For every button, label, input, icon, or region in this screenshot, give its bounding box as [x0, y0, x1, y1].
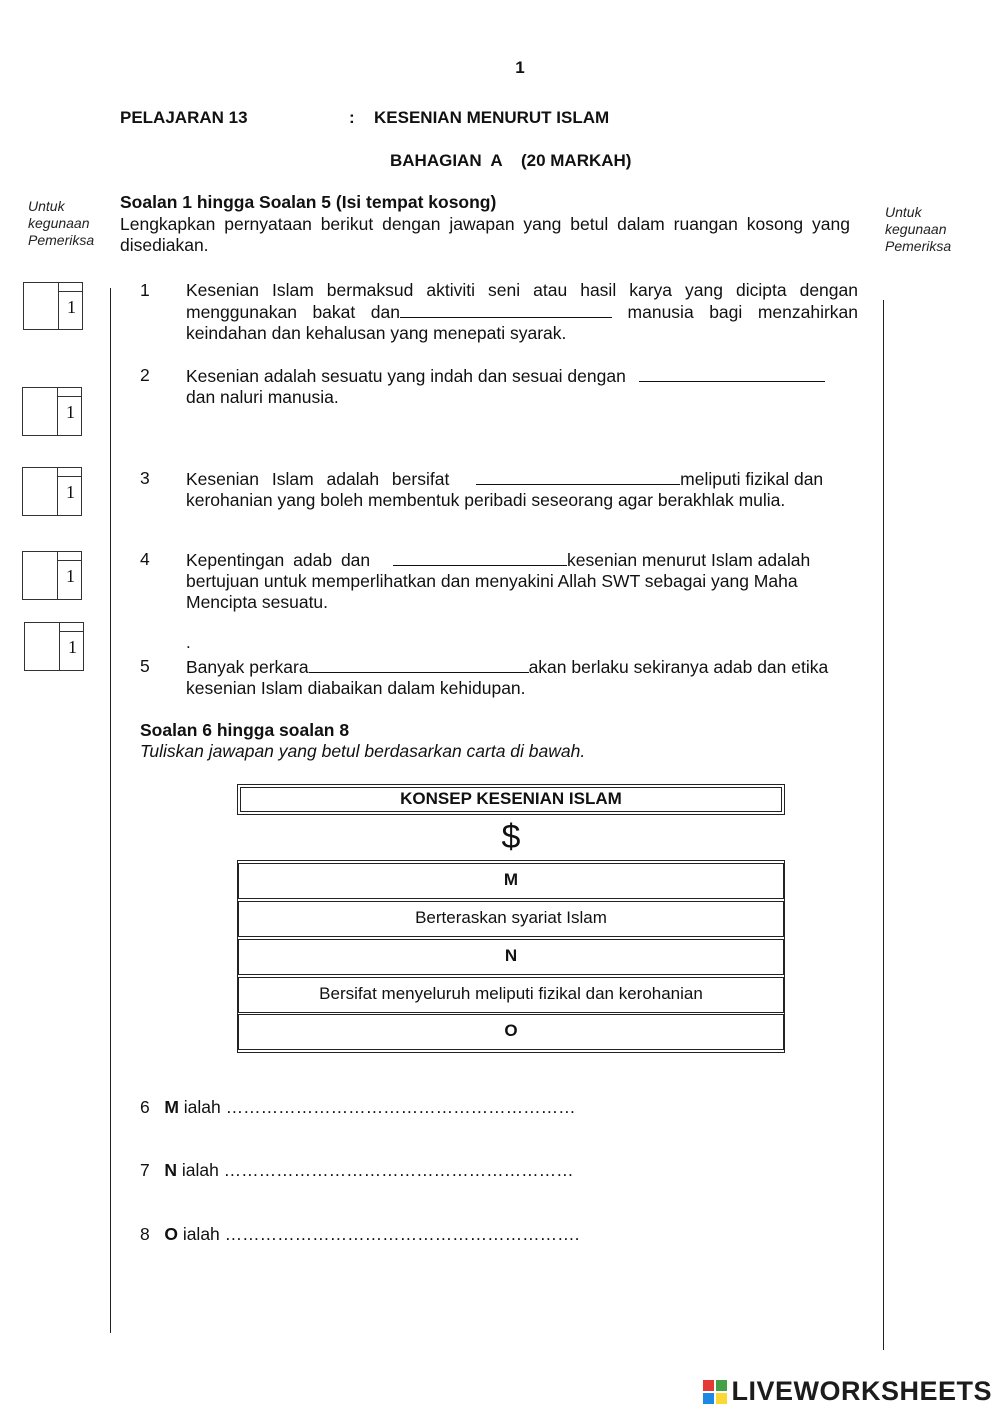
answer-8: [140, 1224, 580, 1245]
mark-value: 1: [68, 637, 77, 657]
examiner-label-line: Pemeriksa: [28, 232, 95, 248]
chart-connector: $: [501, 818, 521, 856]
header-colon: :: [349, 108, 355, 127]
question-1: [0, 280, 1000, 350]
answer-label: ialah: [177, 1224, 225, 1244]
part1-instruction: Lengkapkan pernyataan berikut dengan jawapan yang betul dalam ruangan kosong yang disediakan.: [120, 214, 850, 255]
mark-value: 1: [66, 566, 75, 586]
answer-blank[interactable]: [393, 549, 567, 566]
question-text-after: meliputi fizikal dan kerohanian yang boleh membentuk peribadi seseorang agar berakhlak mulia.: [186, 469, 824, 510]
examiner-label-line: Untuk: [885, 204, 922, 220]
question-text-after: akan berlaku sekiranya adab dan etika kesenian Islam diabaikan dalam kehidupan.: [186, 657, 829, 698]
question-text-after: kesenian menurut Islam adalah bertujuan untuk memperlihatkan dan menyakini Allah SWT sebagai yang Maha Mencipta sesuatu.: [186, 550, 811, 612]
chart-row-m: M: [237, 862, 785, 900]
logo-square: [716, 1393, 727, 1404]
question-text-before: Banyak perkara: [186, 657, 309, 677]
question-text: [186, 656, 866, 699]
lesson-topic: KESENIAN MENURUT ISLAM: [374, 108, 610, 127]
question-text: [186, 365, 858, 408]
chart-row-menyeluruh: Bersifat menyeluruh meliputi fizikal dan kerohanian: [237, 976, 785, 1014]
question-number: 5: [140, 656, 150, 676]
examiner-label-line: Untuk: [28, 198, 65, 214]
question-number: 1: [140, 280, 150, 300]
examiner-label-right: [885, 204, 951, 255]
question-2: [0, 365, 1000, 415]
question-text: [186, 280, 858, 344]
chart-row-syariat: Berteraskan syariat Islam: [237, 900, 785, 938]
answer-label: ialah: [176, 1160, 224, 1180]
stray-dot: .: [186, 633, 191, 652]
logo-square: [703, 1380, 714, 1391]
part1-heading: Soalan 1 hingga Soalan 5 (Isi tempat kosong): [120, 192, 497, 212]
question-number: 3: [140, 468, 150, 488]
question-text-after: manusia bagi menzahirkan keindahan dan kehalusan yang menepati syarak.: [186, 302, 859, 343]
answer-blank[interactable]: [400, 301, 612, 318]
page-number: 1: [515, 58, 525, 77]
right-margin-line: [883, 300, 884, 1350]
answer-blank[interactable]: [309, 656, 529, 673]
answer-letter: O: [164, 1224, 178, 1244]
answer-dotted-line[interactable]: …………………………………………………….: [224, 1224, 580, 1244]
chart-title: KONSEP KESENIAN ISLAM: [237, 784, 785, 815]
answer-dotted-line[interactable]: ……………………………………………………: [225, 1097, 576, 1117]
answer-number: 8: [140, 1224, 150, 1244]
examiner-label-line: Pemeriksa: [885, 238, 952, 254]
answer-dotted-line[interactable]: ……………………………………………………: [223, 1160, 574, 1180]
answer-number: 7: [140, 1160, 150, 1180]
section-title: BAHAGIAN A (20 MARKAH): [390, 151, 632, 170]
brand-name: LIVEWORKSHEETS: [731, 1376, 992, 1406]
mark-value: 1: [66, 402, 75, 422]
mark-value: 1: [67, 297, 76, 317]
question-4: [0, 549, 1000, 619]
question-3: [0, 468, 1000, 518]
question-number: 4: [140, 549, 150, 569]
answer-7: [140, 1160, 574, 1181]
question-number: 2: [140, 365, 150, 385]
liveworksheets-logo-icon: [703, 1380, 727, 1404]
logo-square: [716, 1380, 727, 1391]
mark-value: 1: [66, 482, 75, 502]
lesson-label: PELAJARAN 13: [120, 108, 248, 127]
examiner-label-left: [28, 198, 94, 249]
left-margin-line: [110, 288, 111, 1333]
question-5: [0, 656, 1000, 706]
answer-blank[interactable]: [476, 468, 680, 485]
chart-row-o: O: [237, 1013, 785, 1051]
answer-letter: M: [164, 1097, 179, 1117]
answer-label: ialah: [178, 1097, 226, 1117]
logo-square: [703, 1393, 714, 1404]
answer-6: [140, 1097, 576, 1118]
examiner-label-line: kegunaan: [885, 221, 947, 237]
chart-row-n: N: [237, 938, 785, 976]
question-text: [186, 549, 846, 613]
question-text-before: Kesenian adalah sesuatu yang indah dan sesuai dengan: [186, 366, 631, 386]
question-text-before: Kesenian Islam adalah bersifat: [186, 469, 463, 489]
part2-instruction: Tuliskan jawapan yang betul berdasarkan carta di bawah.: [140, 741, 586, 761]
question-text-before: Kepentingan adab dan: [186, 550, 379, 570]
liveworksheets-logo: [703, 1376, 992, 1407]
part2-heading: Soalan 6 hingga soalan 8: [140, 720, 350, 740]
answer-letter: N: [164, 1160, 177, 1180]
answer-number: 6: [140, 1097, 150, 1117]
answer-blank[interactable]: [639, 365, 825, 382]
question-text: [186, 468, 846, 511]
question-text-after: dan naluri manusia.: [186, 387, 339, 407]
question-text-before: Kesenian Islam bermaksud aktiviti seni atau hasil karya yang dicipta dengan menggunakan bakat dan: [186, 280, 858, 322]
examiner-label-line: kegunaan: [28, 215, 90, 231]
